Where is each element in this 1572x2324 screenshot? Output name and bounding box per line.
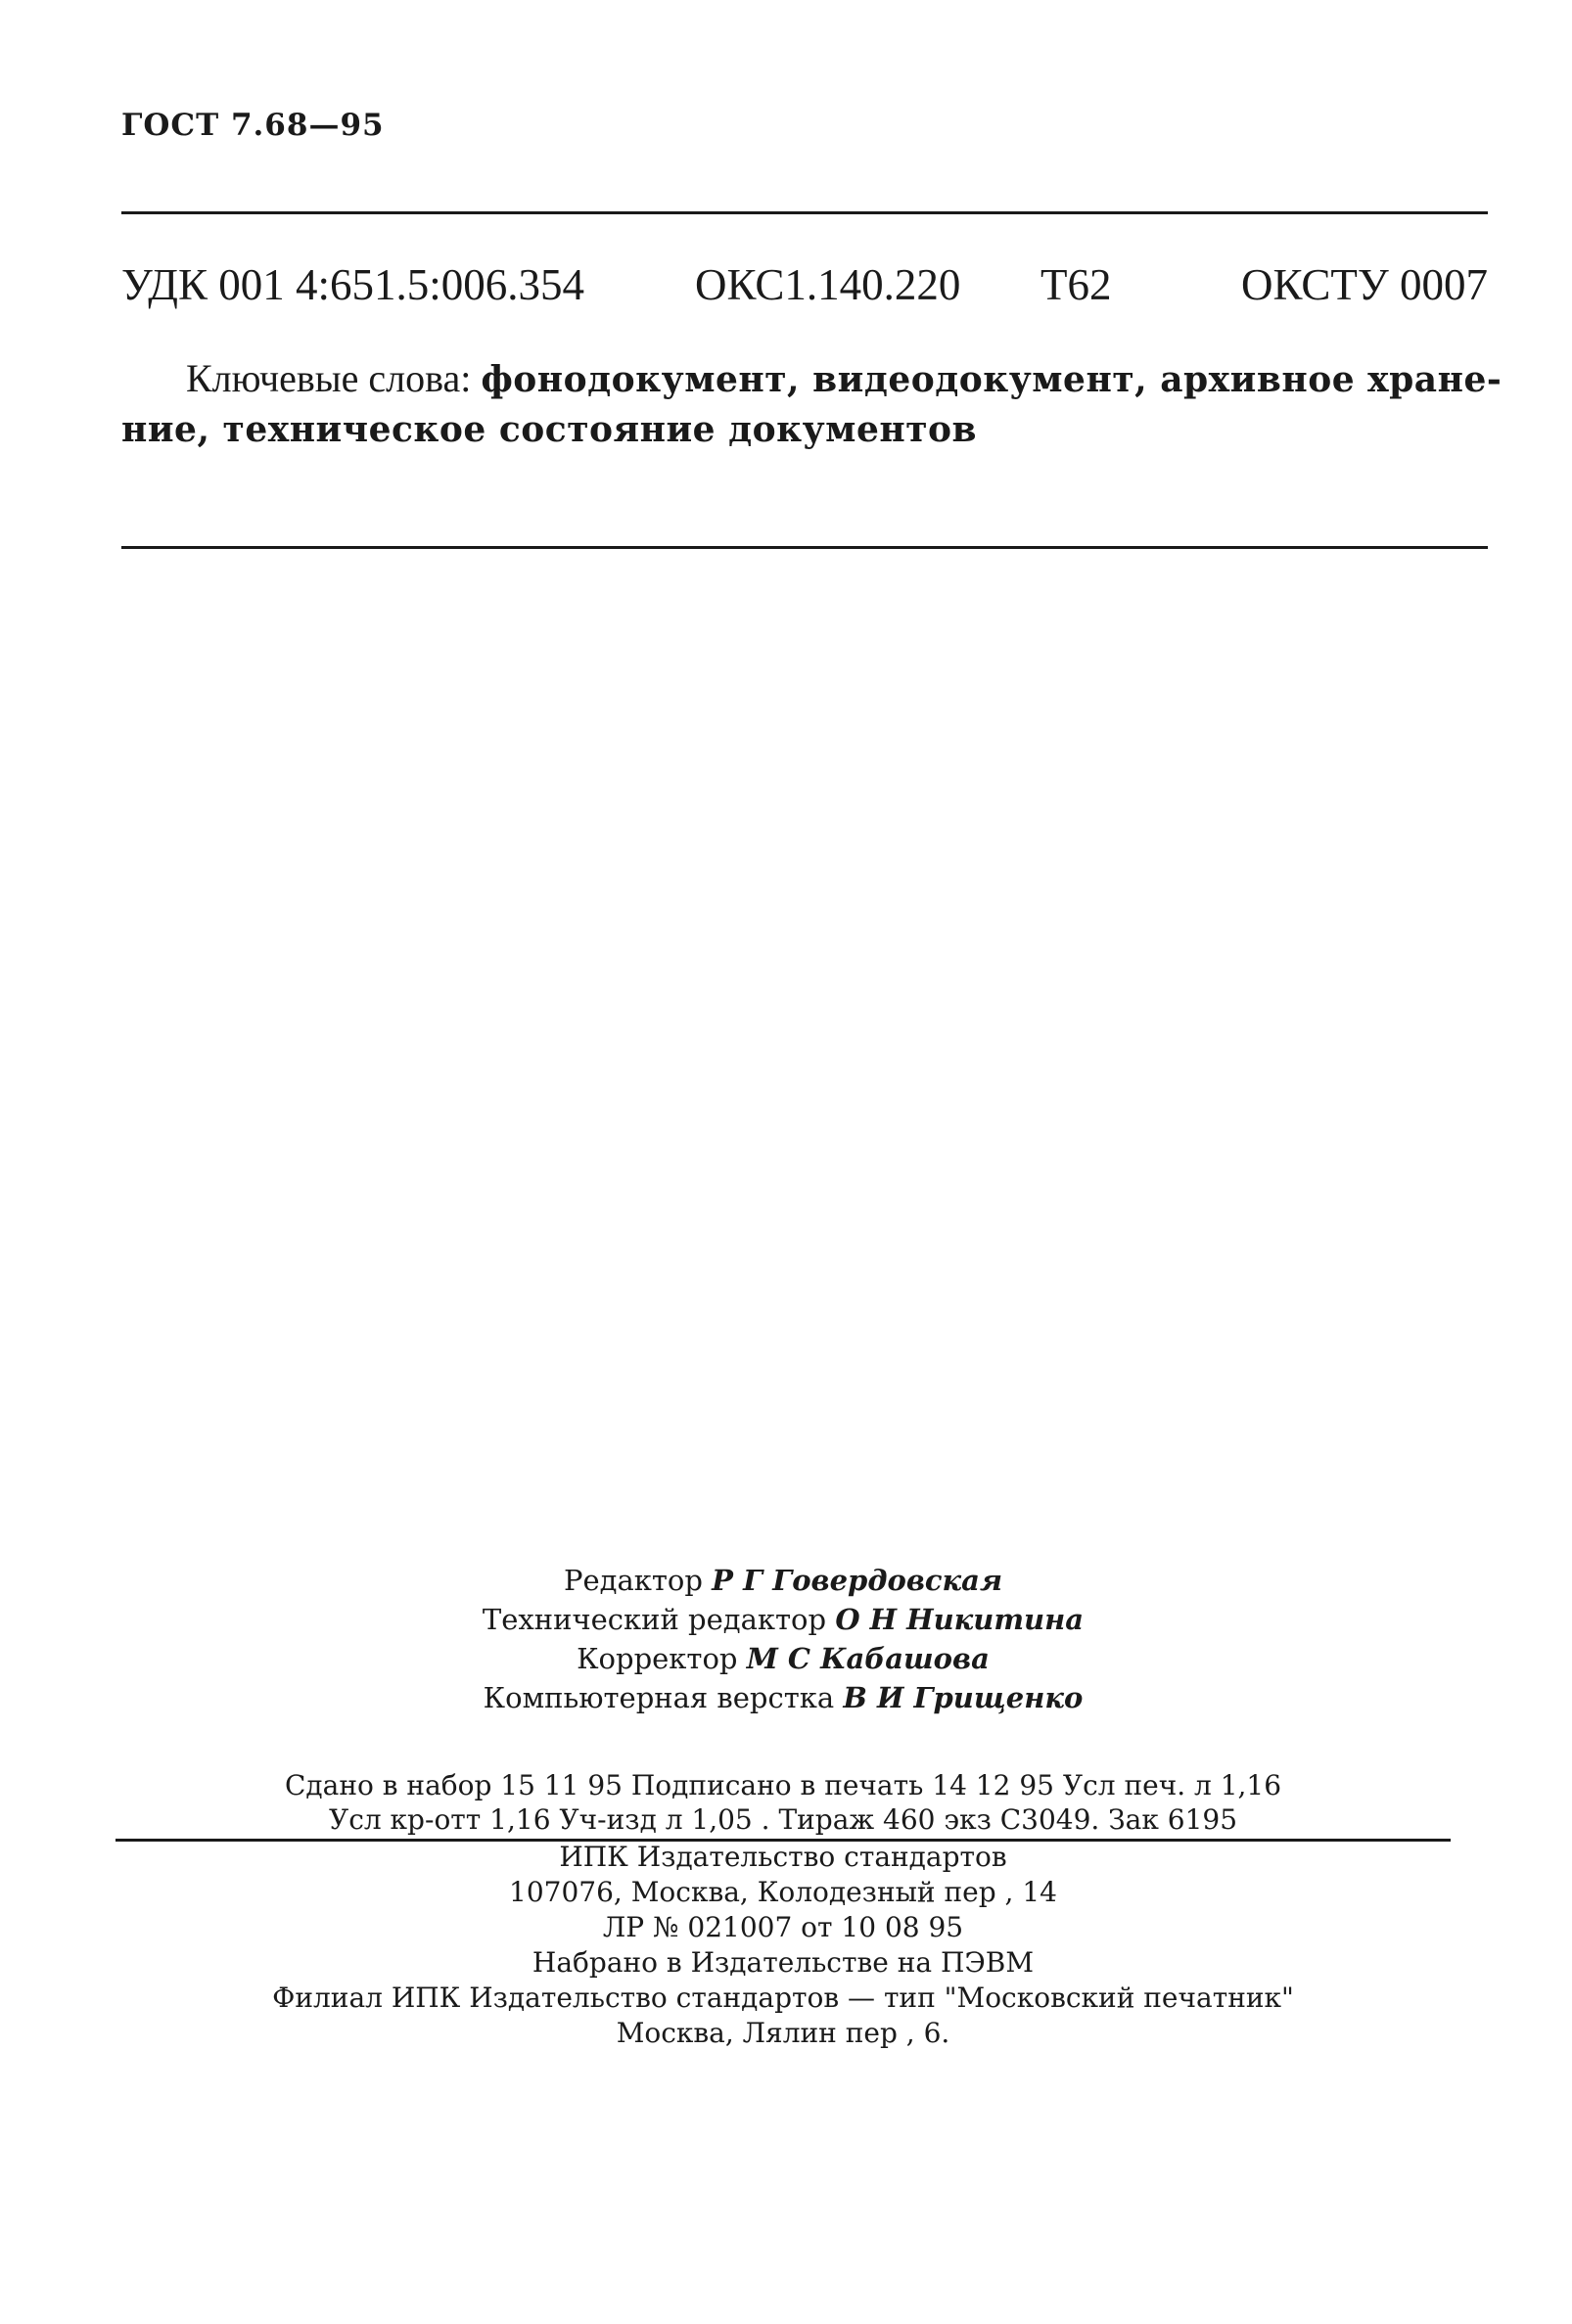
credit-proofreader [333,1639,1233,1678]
keywords-label: Ключевые слова: [186,356,472,400]
publisher-block [147,1840,1419,2051]
credit-editor [333,1561,1233,1600]
credit-role: Технический редактор [482,1603,827,1636]
publisher-address: 107076, Москва, Колодезный пер , 14 [509,1876,1057,1908]
keywords-text-1: фонодокумент, видеодокумент, архивное хране- [481,359,1503,400]
printer-address: Москва, Лялин пер , 6. [616,2017,950,2049]
credits-block [333,1561,1233,1717]
credit-role: Компьютерная верстка [483,1681,835,1714]
oks-code: ОКС1.140.220 [695,260,961,309]
classification-codes [121,259,1488,310]
keywords-text-2: ние, техническое состояние документов [121,409,978,450]
top-rule [121,211,1488,214]
imprint-block [147,1768,1419,1846]
publisher-license: ЛР № 021007 от 10 08 95 [602,1911,964,1943]
middle-rule [121,546,1488,549]
printer-branch: Филиал ИПК Издательство стандартов — тип "Московский печатник" [272,1982,1294,2014]
credit-role: Редактор [563,1564,703,1597]
credit-name: Р Г Говердовская [712,1564,1003,1597]
imprint-line-1: Сдано в набор 15 11 95 Подписано в печать 14 12 95 Усл печ. л 1,16 [284,1769,1282,1801]
credit-tech-editor [333,1600,1233,1639]
credit-role: Корректор [577,1642,738,1675]
credit-name: М С Кабашова [746,1642,990,1675]
keywords-line-2 [121,404,1488,454]
credit-name: О Н Никитина [835,1603,1085,1636]
credit-name: В И Грищенко [843,1681,1084,1714]
udk-code: УДК 001 4:651.5:006.354 [121,260,585,309]
publisher-name: ИПК Издательство стандартов [559,1841,1007,1873]
group-code: Т62 [1040,260,1112,309]
typeset-note: Набрано в Издательстве на ПЭВМ [532,1946,1035,1979]
credit-layout [333,1678,1233,1717]
keywords-line-1 [121,354,1503,404]
okstu-code: ОКСТУ 0007 [1240,260,1488,309]
imprint-line-2: Усл кр-отт 1,16 Уч-изд л 1,05 . Тираж 460 экз С3049. Зак 6195 [116,1802,1451,1842]
standard-designation: ГОСТ 7.68—95 [121,108,385,143]
keywords-block [121,354,1503,454]
